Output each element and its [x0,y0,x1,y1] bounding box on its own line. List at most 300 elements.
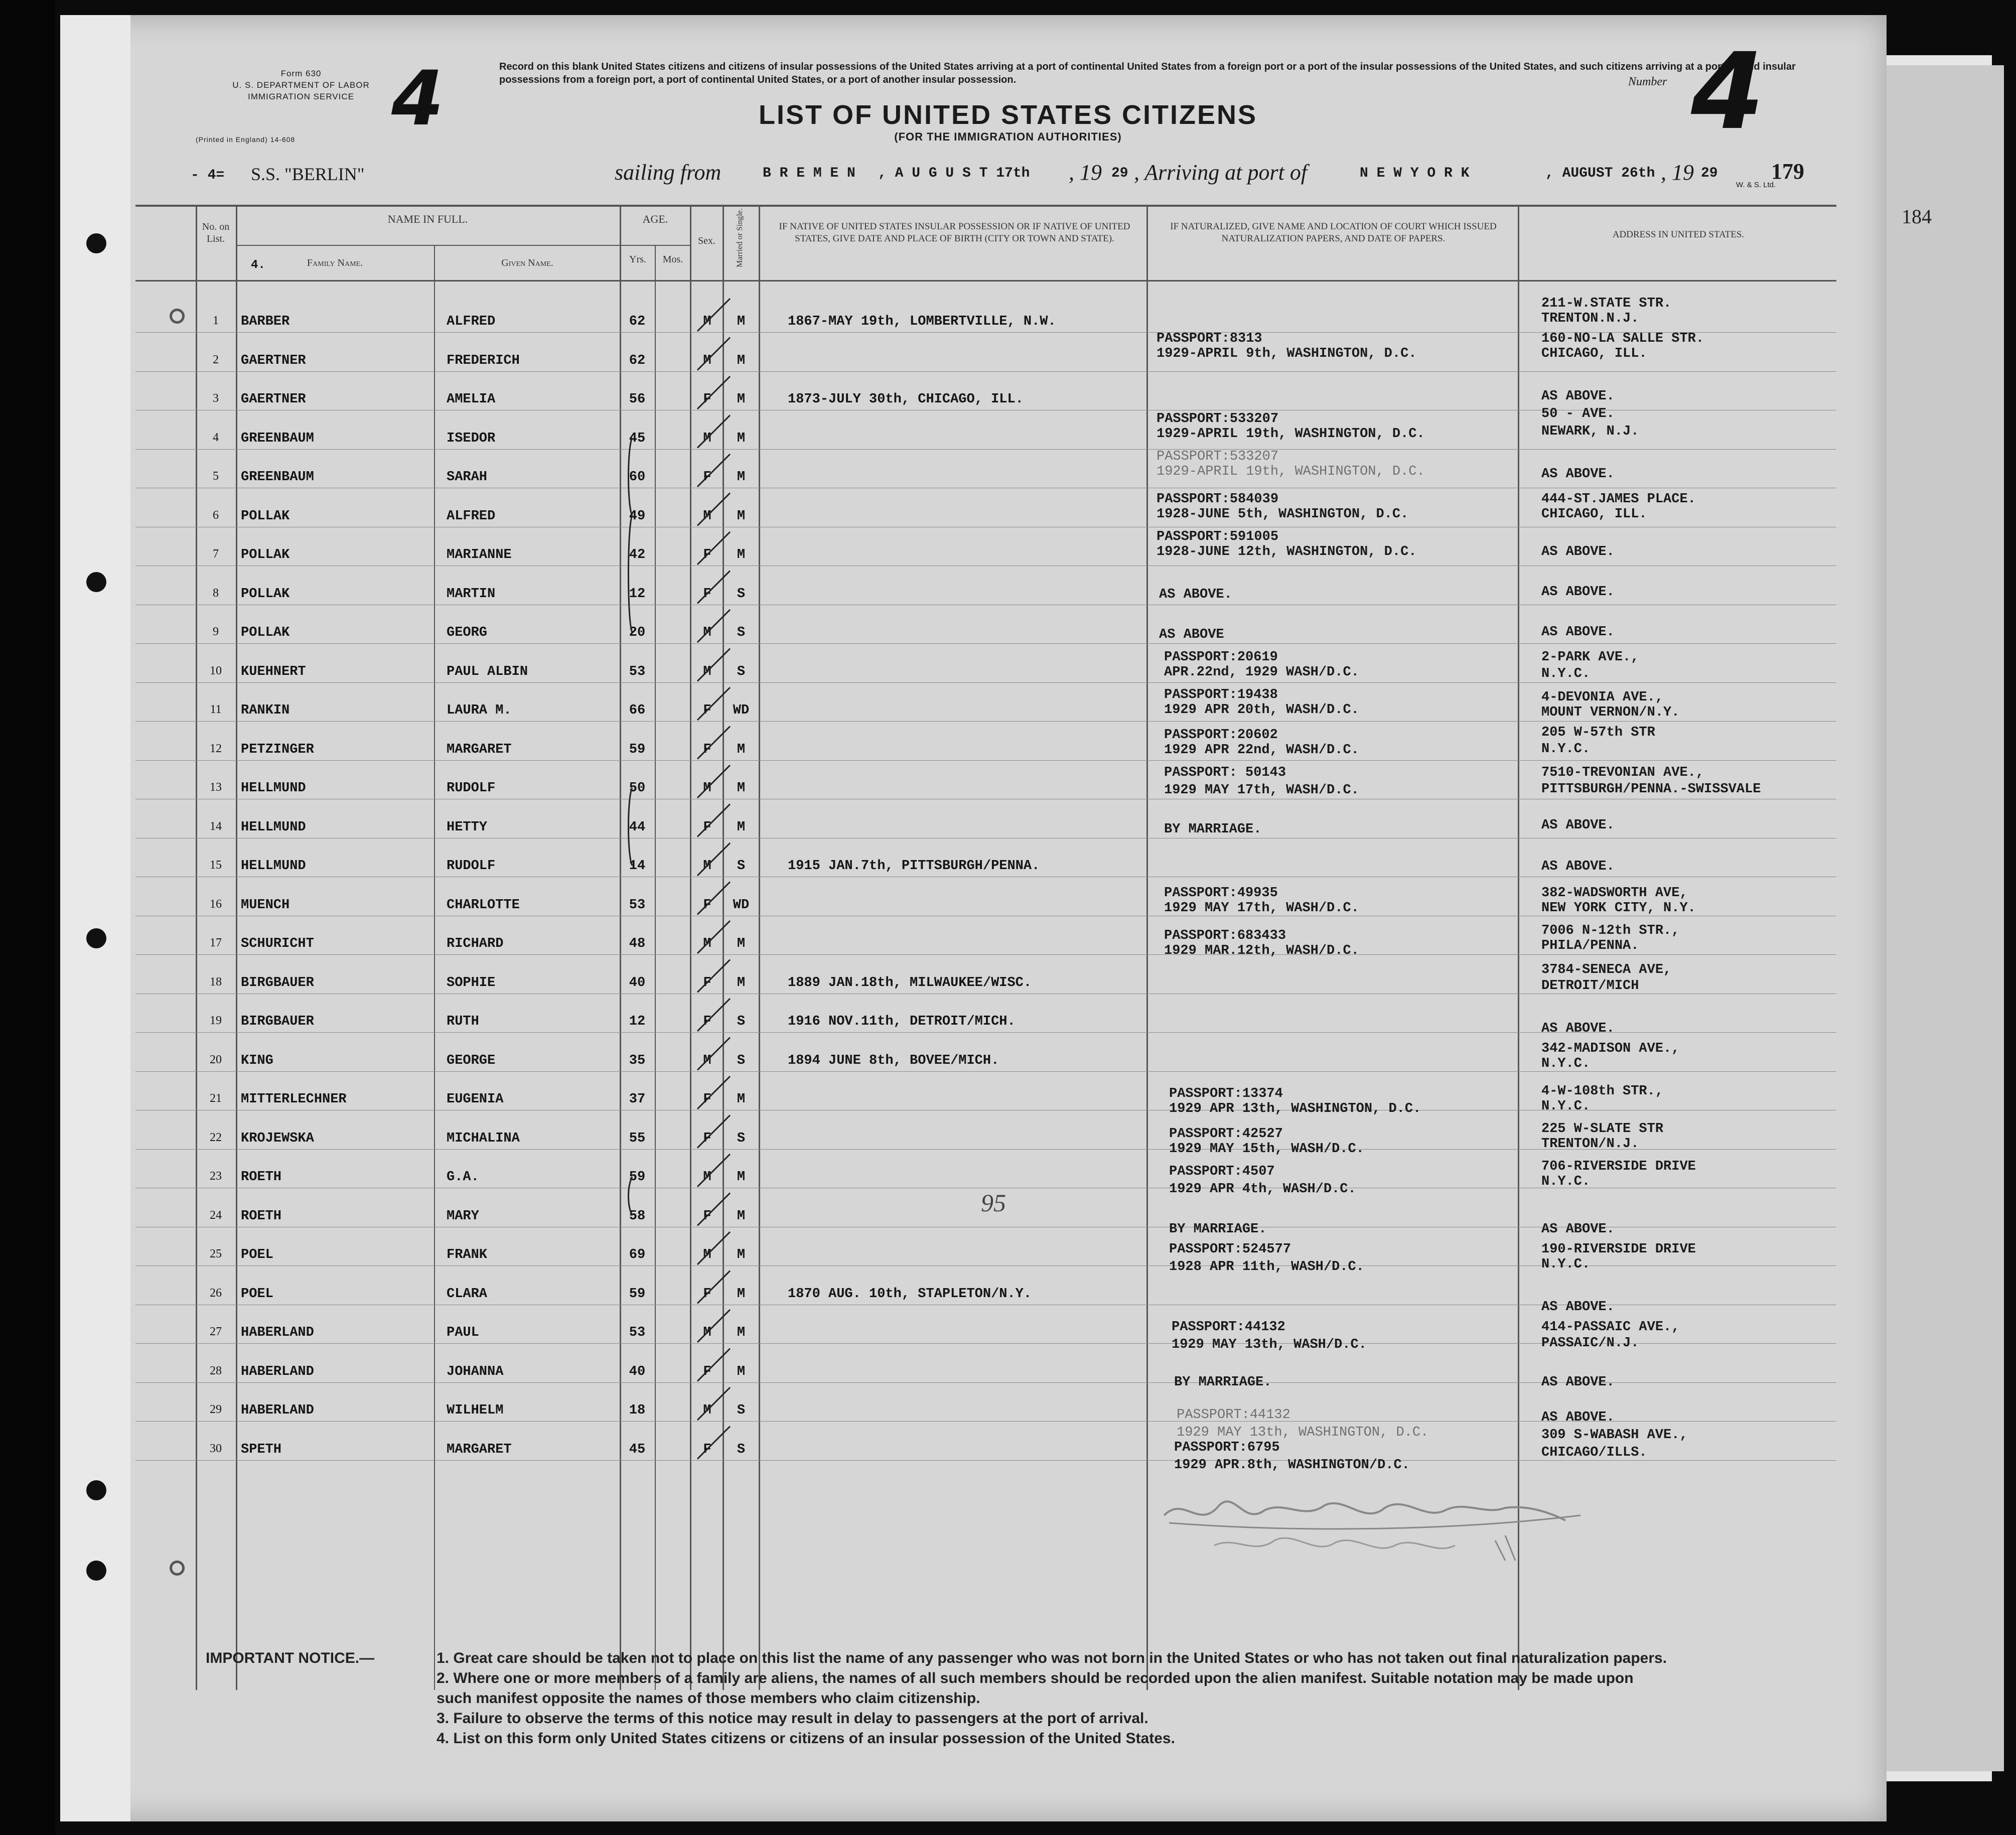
given-name: RUTH [447,1014,479,1029]
row-rule [135,760,1836,761]
tally-mark [697,415,730,448]
binding-hole [86,572,106,592]
tally-mark [697,454,730,487]
address-entry: DETROIT/MICH [1541,978,1639,994]
age-years: 12 [629,1014,646,1029]
sex: F [703,1209,711,1224]
given-name: JOHANNA [447,1364,504,1379]
sex: M [703,1170,711,1185]
family-name: GREENBAUM [241,470,314,485]
tally-mark [697,532,730,564]
tally-mark [697,882,730,915]
naturalization-entry: 1929 MAY 13th, WASH/D.C. [1172,1337,1367,1352]
age-years: 40 [629,1364,646,1379]
bracket-mark [629,788,633,866]
notice-item: such manifest opposite the names of those members who claim citizenship. [437,1690,980,1707]
given-name: MARIANNE [447,547,512,562]
sex: F [703,1442,711,1457]
bracket-mark [629,438,633,516]
col-header-months: Mos. [662,254,683,265]
marital-status: S [737,664,746,679]
birth-date-place: 1867-MAY 19th, LOMBERTVILLE, N.W. [788,314,1056,329]
address-entry: PITTSBURGH/PENNA.-SWISSVALE [1541,782,1761,797]
address-entry: 444-ST.JAMES PLACE. [1541,492,1696,507]
naturalization-entry: PASSPORT:584039 [1157,492,1279,507]
birth-date-place: 1894 JUNE 8th, BOVEE/MICH. [788,1053,999,1068]
row-rule [135,643,1836,644]
sex: F [703,547,711,562]
given-name: RUDOLF [447,859,496,874]
family-name: HABERLAND [241,1364,314,1379]
address-entry: 706-RIVERSIDE DRIVE [1541,1159,1696,1174]
age-years: 59 [629,742,646,757]
age-years: 37 [629,1092,646,1107]
year-prefix-arrival: , 19 [1661,160,1694,185]
age-years: 66 [629,703,646,718]
given-name: FREDERICH [447,353,520,368]
naturalization-entry: BY MARRIAGE. [1164,822,1262,837]
row-number: 7 [213,547,219,560]
row-number: 28 [210,1364,222,1377]
col-header-naturalization: IF NATURALIZED, GIVE NAME AND LOCATION OF COURT WHICH ISSUED NATURALIZATION PAPERS, AND DATE OF PAPERS. [1170,221,1497,244]
sex: M [703,781,711,796]
naturalization-entry: 1929 MAY 17th, WASH/D.C. [1164,901,1359,916]
row-number: 1 [213,314,219,327]
family-name: GREENBAUM [241,431,314,446]
naturalization-entry: 1929 MAY 13th, WASHINGTON, D.C. [1177,1425,1429,1440]
family-name: GAERTNER [241,392,306,407]
sex: M [703,859,711,874]
row-number: 9 [213,625,219,638]
marital-status: M [737,1170,746,1185]
tally-mark [697,649,730,681]
given-name: MICHALINA [447,1131,520,1146]
given-name: GEORG [447,625,488,640]
sex: F [703,470,711,485]
age-years: 50 [629,781,646,796]
binding-strip [60,15,130,1821]
naturalization-entry: PASSPORT:533207 [1157,449,1279,464]
family-name: MUENCH [241,898,290,913]
row-number: 10 [210,664,222,677]
naturalization-entry: AS ABOVE [1159,627,1224,642]
naturalization-entry: PASSPORT: 50143 [1164,765,1286,780]
age-years: 55 [629,1131,646,1146]
handwritten-number-right: 4 [1691,30,1765,153]
sex: M [703,353,711,368]
family-name: ROETH [241,1170,282,1185]
address-entry: 205 W-57th STR [1541,725,1655,740]
naturalization-entry: PASSPORT:683433 [1164,928,1286,943]
marital-status: WD [733,898,750,913]
row-rule [135,449,1836,450]
list-marker: - 4= [191,168,225,183]
column-rule [620,205,621,1690]
family-name: HABERLAND [241,1325,314,1340]
naturalization-entry: PASSPORT:44132 [1172,1320,1285,1335]
family-name: GAERTNER [241,353,306,368]
family-name: HELLMUND [241,781,306,796]
sex: F [703,975,711,991]
marital-status: M [737,1092,746,1107]
naturalization-entry: BY MARRIAGE. [1169,1222,1267,1237]
address-entry: CHICAGO, ILL. [1541,507,1647,522]
age-years: 45 [629,431,646,446]
binding-hole [86,1480,106,1500]
row-number: 19 [210,1014,222,1027]
col-header-married-or-single: Married or Single. [736,208,744,267]
marital-status: M [737,1325,746,1340]
marital-status: M [737,936,746,951]
marital-status: M [737,820,746,835]
age-years: 69 [629,1247,646,1262]
address-entry: N.Y.C. [1541,1174,1591,1189]
naturalization-entry: 1929-APRIL 19th, WASHINGTON, D.C. [1157,464,1425,479]
naturalization-entry: APR.22nd, 1929 WASH/D.C. [1164,665,1359,680]
address-entry: 309 S-WABASH AVE., [1541,1428,1688,1443]
stamp-number: 95 [981,1189,1006,1217]
sex: M [703,625,711,640]
notice-item: 3. Failure to observe the terms of this notice may result in delay to passengers at the port of arrival. [437,1710,1148,1727]
marital-status: M [737,1247,746,1262]
given-name: LAURA M. [447,703,512,718]
naturalization-entry: PASSPORT:524577 [1169,1242,1291,1257]
arriving-label: , Arriving at port of [1134,160,1308,185]
departure-year: 29 [1111,166,1128,181]
manifest-page [60,15,1887,1821]
address-entry: NEW YORK CITY, N.Y. [1541,901,1696,916]
tally-mark [697,999,730,1031]
col-header-address: ADDRESS IN UNITED STATES. [1612,229,1745,240]
row-number: 13 [210,781,222,794]
tally-marks [622,271,773,1505]
marital-status: M [737,353,746,368]
naturalization-entry: AS ABOVE. [1159,587,1232,602]
col-header-age: AGE. [642,213,668,225]
age-years: 14 [629,859,646,874]
col-header-years: Yrs. [629,254,646,265]
tally-mark [697,727,730,759]
address-entry: PASSAIC/N.J. [1541,1336,1639,1351]
tally-mark [697,687,730,720]
family-name: ROETH [241,1209,282,1224]
address-entry: 160-NO-LA SALLE STR. [1541,331,1704,346]
tally-mark [697,960,730,993]
age-years: 18 [629,1403,646,1418]
address-entry: CHICAGO/ILLS. [1541,1445,1647,1460]
tally-mark [697,610,730,642]
sex: M [703,1325,711,1340]
naturalization-entry: PASSPORT:6795 [1174,1440,1280,1455]
birth-date-place: 1915 JAN.7th, PITTSBURGH/PENNA. [788,859,1040,874]
tally-mark [697,1310,730,1342]
arrival-port: N E W Y O R K [1360,166,1470,181]
marital-status: M [737,975,746,991]
address-entry: AS ABOVE. [1541,625,1615,640]
address-entry: N.Y.C. [1541,1056,1591,1071]
naturalization-entry: 1929 MAY 17th, WASH/D.C. [1164,783,1359,798]
row-rule [135,371,1836,372]
address-entry: N.Y.C. [1541,742,1591,757]
given-name: MARY [447,1209,479,1224]
given-name: HETTY [447,820,488,835]
row-number: 26 [210,1287,222,1300]
binding-hole [86,233,106,253]
age-years: 58 [629,1209,646,1224]
age-years: 45 [629,1442,646,1457]
sailing-from-label: sailing from [615,160,722,185]
row-number: 30 [210,1442,222,1455]
tally-mark [697,1387,730,1420]
birth-date-place: 1889 JAN.18th, MILWAUKEE/WISC. [788,975,1032,991]
given-name: ALFRED [447,509,496,524]
address-entry: AS ABOVE. [1541,859,1615,874]
address-entry: 4-DEVONIA AVE., [1541,690,1664,705]
notice-item: 1. Great care should be taken not to place on this list the name of any passenger who was not born in the United States or who has not taken out final naturalization papers. [437,1650,1667,1666]
given-name: MARTIN [447,587,496,602]
marital-status: S [737,587,746,602]
tally-mark [697,299,730,331]
address-entry: AS ABOVE. [1541,1410,1615,1425]
sex: M [703,509,711,524]
column-rule [434,245,435,1690]
family-name: RANKIN [241,703,290,718]
row-rule [135,682,1836,683]
family-name: POEL [241,1247,273,1262]
address-entry: MOUNT VERNON/N.Y. [1541,705,1680,720]
address-entry: 7006 N-12th STR., [1541,923,1680,938]
address-entry: N.Y.C. [1541,666,1591,681]
tally-mark [697,493,730,526]
sex: F [703,392,711,407]
given-name: AMELIA [447,392,496,407]
row-rule [135,721,1836,722]
tally-mark [697,1427,730,1459]
sex: F [703,1092,711,1107]
sex: F [703,1131,711,1146]
address-entry: 414-PASSAIC AVE., [1541,1320,1680,1335]
naturalization-entry: PASSPORT:13374 [1169,1086,1283,1101]
department-name: U. S. DEPARTMENT OF LABOR [232,80,370,90]
departure-date: , A U G U S T 17th [878,166,1030,181]
address-entry: NEWARK, N.J. [1541,424,1639,439]
marital-status: M [737,509,746,524]
naturalization-entry: PASSPORT:533207 [1157,411,1279,427]
family-name: HELLMUND [241,859,306,874]
row-number: 11 [210,703,222,716]
family-name: HABERLAND [241,1403,314,1418]
tally-mark [697,338,730,370]
age-years: 12 [629,587,646,602]
row-number: 4 [213,431,219,444]
tally-mark [697,376,730,409]
ship-name: S.S. "BERLIN" [251,164,365,184]
tally-mark [697,1349,730,1381]
departure-port: B R E M E N [763,166,855,181]
notice-item: 4. List on this form only United States citizens or citizens of an insular possession of the United States. [437,1730,1175,1747]
naturalization-entry: 1928-JUNE 12th, WASHINGTON, D.C. [1157,544,1417,559]
age-years: 53 [629,664,646,679]
notice-heading: IMPORTANT NOTICE.— [206,1650,375,1666]
list-number: 4. [251,258,265,272]
sex: F [703,587,711,602]
given-name: CHARLOTTE [447,898,520,913]
address-entry: 190-RIVERSIDE DRIVE [1541,1242,1696,1257]
naturalization-entry: 1928 APR 11th, WASH/D.C. [1169,1259,1364,1275]
printed-note: (Printed in England) 14-608 [196,135,296,144]
age-years: 44 [629,820,646,835]
address-entry: AS ABOVE. [1541,1021,1615,1036]
tally-mark [697,1271,730,1304]
family-name: POLLAK [241,625,290,640]
sex: F [703,898,711,913]
row-number: 8 [213,587,219,600]
column-rule [1146,205,1148,1690]
number-label: Number [1628,75,1667,88]
given-name: RUDOLF [447,781,496,796]
naturalization-entry: 1929 MAY 15th, WASH/D.C. [1169,1142,1364,1157]
year-prefix-departure: , 19 [1069,160,1102,185]
given-name: WILHELM [447,1403,504,1418]
address-entry: PHILA/PENNA. [1541,938,1639,953]
bracket-mark [629,516,633,633]
sex: M [703,314,711,329]
family-name: PETZINGER [241,742,314,757]
given-name: EUGENIA [447,1092,504,1107]
marital-status: S [737,859,746,874]
col-header-birth: IF NATIVE OF UNITED STATES INSULAR POSSESSION OR IF NATIVE OF UNITED STATES, GIVE DATE AND PLACE OF BIRTH (CITY OR TOWN AND STATE). [779,221,1130,244]
tally-mark [697,921,730,953]
address-entry: 211-W.STATE STR. [1541,296,1672,311]
marital-status: S [737,625,746,640]
naturalization-entry: 1929 APR 13th, WASHINGTON, D.C. [1169,1101,1421,1116]
family-name: POEL [241,1287,273,1302]
marital-status: M [737,470,746,485]
naturalization-entry: 1929 APR 20th, WASH/D.C. [1164,702,1359,718]
column-rule [1518,205,1519,1690]
naturalization-entry: 1928-JUNE 5th, WASHINGTON, D.C. [1157,507,1409,522]
table-top-rule [135,205,1836,207]
row-number: 25 [210,1247,222,1260]
row-number: 15 [210,859,222,872]
address-entry: 3784-SENECA AVE, [1541,962,1672,977]
scan-border [0,0,55,1835]
marital-status: M [737,781,746,796]
address-entry: 225 W-SLATE STR [1541,1121,1664,1137]
given-name: CLARA [447,1287,488,1302]
age-years: 62 [629,314,646,329]
handwritten-number-left: 4 [391,55,444,143]
naturalization-entry: 1929-APRIL 19th, WASHINGTON, D.C. [1157,427,1425,442]
marital-status: M [737,742,746,757]
address-entry: TRENTON/N.J. [1541,1137,1639,1152]
binding-hole [86,1561,106,1581]
naturalization-entry: PASSPORT:8313 [1157,331,1262,346]
column-rule [196,205,197,1690]
marital-status: M [737,314,746,329]
tally-mark [697,765,730,798]
naturalization-entry: 1929 MAR.12th, WASH/D.C. [1164,943,1359,958]
row-rule [135,954,1836,955]
age-years: 20 [629,625,646,640]
col-header-name-in-full: NAME IN FULL. [387,213,468,225]
marital-status: M [737,1287,746,1302]
printer-mark: W. & S. Ltd. [1736,181,1776,189]
sex: M [703,1053,711,1068]
family-name: KROJEWSKA [241,1131,314,1146]
form-identification [196,68,406,144]
family-name: KUEHNERT [241,664,306,679]
address-entry: AS ABOVE. [1541,1375,1615,1390]
sheet-number: 184 [1902,205,1932,228]
voyage-line [191,159,1831,194]
given-name: PAUL [447,1325,479,1340]
age-years: 53 [629,1325,646,1340]
given-name: SARAH [447,470,488,485]
age-years: 60 [629,470,646,485]
naturalization-entry: PASSPORT:4507 [1169,1164,1275,1179]
family-name: POLLAK [241,547,290,562]
address-entry: AS ABOVE. [1541,1222,1615,1237]
naturalization-entry: 1929 APR 4th, WASH/D.C. [1169,1182,1356,1197]
marital-status: M [737,431,746,446]
given-name: ALFRED [447,314,496,329]
given-name: MARGARET [447,1442,512,1457]
tally-mark [697,1038,730,1070]
binding-hole [86,928,106,948]
row-number: 22 [210,1131,222,1144]
tally-mark [697,571,730,604]
age-years: 40 [629,975,646,991]
age-years: 48 [629,936,646,951]
page-title: LIST OF UNITED STATES CITIZENS [759,100,1257,130]
address-entry: AS ABOVE. [1541,1300,1615,1315]
family-name: BIRGBAUER [241,1014,314,1029]
age-years: 35 [629,1053,646,1068]
address-entry: AS ABOVE. [1541,818,1615,833]
sex: F [703,742,711,757]
tally-mark [697,1193,730,1226]
row-number: 17 [210,936,222,949]
age-years: 53 [629,898,646,913]
tally-mark [697,1232,730,1264]
row-number: 20 [210,1053,222,1066]
sex: F [703,820,711,835]
age-years: 49 [629,509,646,524]
service-name: IMMIGRATION SERVICE [247,92,354,101]
marital-status: S [737,1053,746,1068]
naturalization-entry: PASSPORT:49935 [1164,886,1278,901]
given-name: GEORGE [447,1053,496,1068]
marital-status: M [737,1364,746,1379]
family-name: BIRGBAUER [241,975,314,991]
sex: M [703,1247,711,1262]
family-name: SCHURICHT [241,936,314,951]
page-subtitle: (FOR THE IMMIGRATION AUTHORITIES) [894,130,1122,143]
naturalization-entry: PASSPORT:591005 [1157,529,1279,544]
sex: M [703,664,711,679]
sex: F [703,1014,711,1029]
column-rule [236,205,237,1690]
address-entry: 7510-TREVONIAN AVE., [1541,765,1704,780]
naturalization-entry: 1929-APRIL 9th, WASHINGTON, D.C. [1157,346,1417,361]
naturalization-entry: BY MARRIAGE. [1174,1375,1272,1390]
col-header-number: No. on List. [202,221,230,244]
family-name: POLLAK [241,587,290,602]
row-number: 16 [210,898,222,911]
row-number: 21 [210,1092,222,1105]
address-entry: N.Y.C. [1541,1099,1591,1114]
